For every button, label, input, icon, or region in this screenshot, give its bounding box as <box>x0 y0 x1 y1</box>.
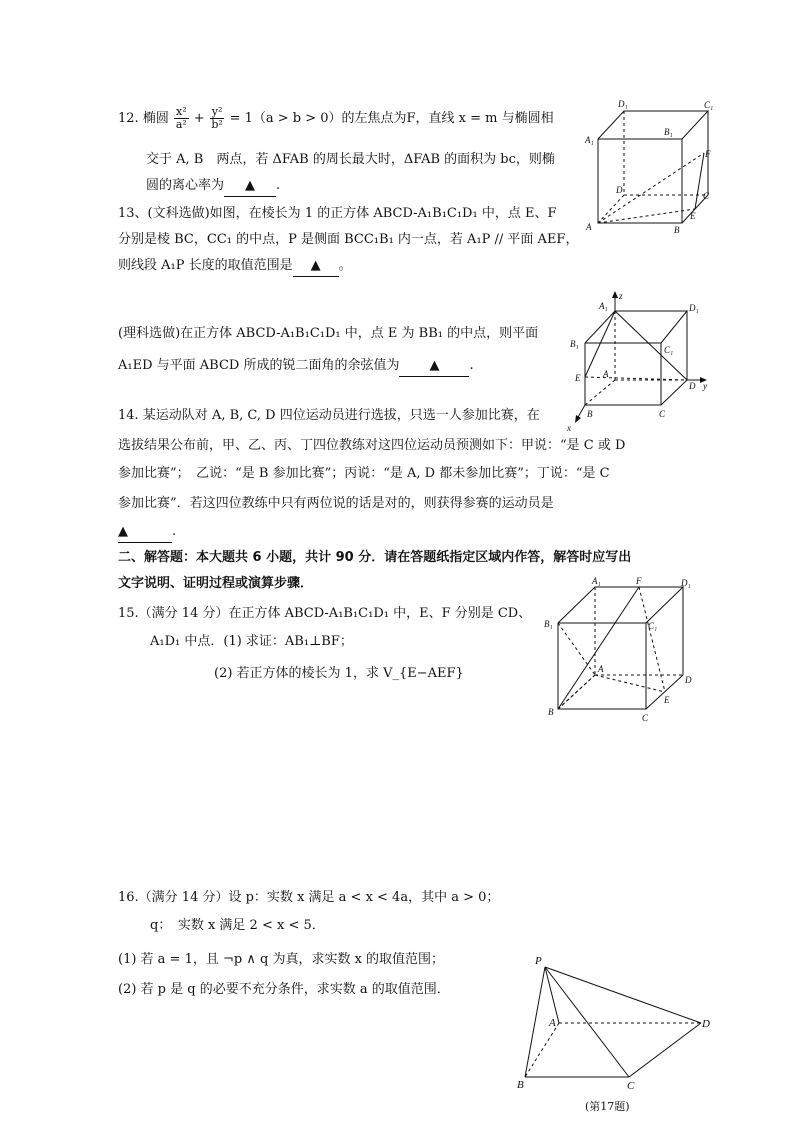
label-C: C <box>703 191 710 201</box>
label-D1: D₁ <box>618 99 628 109</box>
q14-line3: 参加比赛”； 乙说：“是 B 参加比赛”；丙说：“是 A, D 都未参加比赛”；丁说：“是 C <box>118 466 610 481</box>
label-C1: C₁ <box>664 345 674 355</box>
label-A: A <box>598 664 604 674</box>
label-A: A <box>586 222 592 232</box>
q12-line2: 交于 A, B 两点，若 ΔFAB 的周长最大时，ΔFAB 的面积为 bc，则椭 <box>146 152 555 167</box>
label-B1: B₁ <box>664 127 673 137</box>
q13-line1: 13、(文科选做)如图，在棱长为 1 的正方体 ABCD-A₁B₁C₁D₁ 中，点 E、F <box>118 206 557 221</box>
cube-figure-3 <box>540 575 700 725</box>
label-C1: C₁ <box>704 100 714 110</box>
label-D1: D₁ <box>681 578 691 588</box>
q12-line3: 圆的离心率为 ▲ . <box>146 176 280 197</box>
label-E: E <box>690 211 696 221</box>
label-E: E <box>664 695 670 705</box>
label-D: D <box>689 381 696 391</box>
label-A1: A₁ <box>585 135 594 145</box>
section-heading: 二、解答题：本大题共 6 小题，共计 90 分．请在答题纸指定区域内作答，解答时应写出 <box>118 550 632 565</box>
label-D: D <box>685 675 692 685</box>
q16-line1: 16.（满分 14 分）设 p：实数 x 满足 a < x < 4a，其中 a > 0； <box>118 890 500 905</box>
answer-blank: ▲ <box>293 256 339 277</box>
label-B: B <box>517 1079 524 1091</box>
answer-blank: ▲ <box>224 176 276 197</box>
q14-line2: 选拔结果公布前，甲、乙、丙、丁四位教练对这四位运动员预测如下：甲说：“是 C 或 D <box>118 438 626 453</box>
label-B1: B₁ <box>544 619 553 629</box>
label-D: D <box>616 185 623 195</box>
label-A1: A₁ <box>592 576 601 586</box>
pyramid-figure <box>505 950 730 1120</box>
label-C: C <box>627 1080 635 1092</box>
label-x: x <box>567 423 571 433</box>
q14-line1: 14. 某运动队对 A, B, C, D 四位运动员进行选拔，只选一人参加比赛，在 <box>118 408 540 423</box>
label-D: D <box>702 1018 710 1030</box>
q15-line2: A₁D₁ 中点．(1) 求证：AB₁⊥BF； <box>150 634 353 649</box>
label-A1: A₁ <box>599 301 608 311</box>
label-E: E <box>575 373 581 383</box>
answer-blank: ▲ <box>399 356 469 377</box>
section-heading-2: 文字说明、证明过程或演算步骤． <box>118 576 314 591</box>
q16-line2: q： 实数 x 满足 2 < x < 5． <box>150 918 325 933</box>
label-C: C <box>642 713 649 723</box>
q16-line4: (2) 若 p 是 q 的必要不充分条件，求实数 a 的取值范围． <box>118 982 450 997</box>
label-A: A <box>549 1017 556 1029</box>
q13-line3: 则线段 A₁P 长度的取值范围是 ▲ 。 <box>118 256 352 277</box>
label-z: z <box>619 291 623 301</box>
q15-line3: (2) 若正方体的棱长为 1，求 V_{E−AEF} <box>214 666 464 681</box>
q14-line5: ▲ . <box>118 522 176 543</box>
label-C1: C₁ <box>648 621 658 631</box>
q12-line1: 12. 椭圆 $\frac{\text{x²}}{\text{a²}}$ + $\frac{\text{y²}}{\text{b²}}$ = 1（a > b > 0）的左焦点为F，直线 x = m 与椭圆相 <box>118 105 554 131</box>
label-B1: B₁ <box>570 339 579 349</box>
label-B: B <box>674 225 680 235</box>
answer-blank: ▲ <box>118 522 172 543</box>
figure-caption: (第17题) <box>585 1100 630 1113</box>
q13-line2: 分别是棱 BC，CC₁ 的中点，P 是侧面 BCC₁B₁ 内一点，若 A₁P // 平面 AEF， <box>118 232 579 247</box>
label-A: A <box>603 369 609 379</box>
label-D1: D₁ <box>689 303 699 313</box>
frac-y2-b2: $\frac{\text{y²}}{\text{b²}}$ <box>211 105 223 131</box>
label-B: B <box>587 409 593 419</box>
label-y: y <box>703 381 707 391</box>
q16-line3: (1) 若 a = 1，且 ¬p ∧ q 为真，求实数 x 的取值范围； <box>118 952 445 967</box>
label-F: F <box>636 576 642 586</box>
label-B: B <box>548 707 554 717</box>
q15-line1: 15.（满分 14 分）在正方体 ABCD-A₁B₁C₁D₁ 中，E、F 分别是 CD、 <box>118 606 532 621</box>
q13b-line2: A₁ED 与平面 ABCD 所成的锐二面角的余弦值为 ▲ . <box>118 356 474 377</box>
label-F: F <box>705 149 711 159</box>
frac-x2-a2: $\frac{\text{x²}}{\text{a²}}$ <box>175 105 187 131</box>
label-P: P <box>535 955 542 967</box>
q14-line4: 参加比赛”．若这四位教练中只有两位说的话是对的，则获得参赛的运动员是 <box>118 496 554 511</box>
cube-figure-2 <box>565 285 715 435</box>
label-C: C <box>659 409 666 419</box>
cube-figure-1 <box>580 95 720 240</box>
q13b-line1: (理科选做)在正方体 ABCD-A₁B₁C₁D₁ 中，点 E 为 BB₁ 的中点，则平面 <box>118 326 539 341</box>
